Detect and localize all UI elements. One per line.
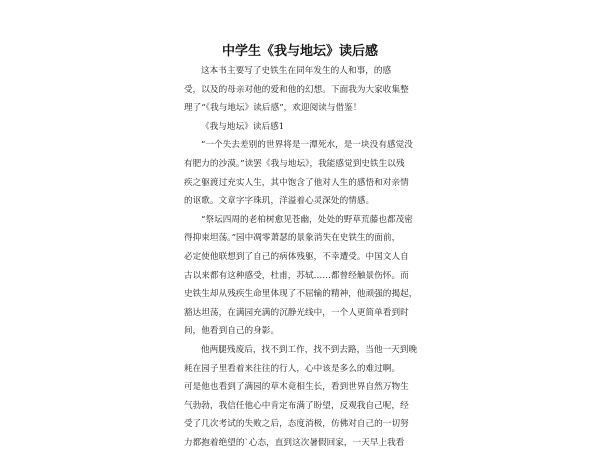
paragraph-line: 史铁生却从残疾生命里体现了不屈输的精神，他顽强的揭起， <box>184 289 418 300</box>
document-title: 中学生《我与地坛》读后感 <box>221 44 378 59</box>
paragraph-line: 古以来都有这种感受，杜甫，苏轼……都曾经触景伤怀。而 <box>184 270 409 281</box>
paragraph-line: 力都抱着绝望的`心态，直到这次暑假回家，一天早上我看 <box>184 437 405 448</box>
paragraph-line: 理了“《我与地坛》读后感”，欢迎阅读与借鉴！ <box>184 103 362 114</box>
paragraph-line: 可是他也看到了满园的草木竟相生长，看到世界自然万物生 <box>184 382 409 393</box>
paragraph-line: 他两腿残废后，找不到工作，找不到去路，当他一天到晚 <box>201 344 418 355</box>
paragraph-line: “一个失去差别的世界将是一潭死水，是一块没有感觉没 <box>201 140 413 151</box>
paragraph-line: 必定使他联想到了自己的病体残躯，不幸遭受。中国文人自 <box>184 251 409 262</box>
paragraph-line: 疾之躯渡过充实人生，其中饱含了他对人生的感悟和对亲情 <box>184 177 409 188</box>
paragraph-line: 《我与地坛》读后感1 <box>201 121 285 132</box>
paragraph-line: 耗在园子里看着来往往的行人，心中该是多么的难过啊。 <box>184 363 401 374</box>
paragraph-line: 的讴歌。文章字字珠玑，洋溢着心灵深处的情感。 <box>184 196 375 207</box>
paragraph-line: 气勃勃，我信任他心中肯定布满了盼望，反观我自己呢，经 <box>184 400 409 411</box>
paragraph-line: “祭坛四周的老柏树愈见苍幽，处处的野草荒藤也都茂密 <box>201 214 413 225</box>
paragraph-line: 受，以及的母亲对他的爱和他的幻想。下面我为大家收集整 <box>184 84 409 95</box>
paragraph-line: 豁达坦荡，在满园充满的沉静光线中，一个人更简单看到时 <box>184 307 409 318</box>
paragraph-line: 这本书主要写了史铁生在同年发生的人和事，的感 <box>201 66 392 76</box>
paragraph-line: 得抑束坦荡。”园中凋零萧瑟的景象消失在史铁生的面前， <box>184 233 401 244</box>
paragraph-line: 间，他看到自己的身影。 <box>184 326 280 337</box>
paragraph-line: 有肥力的沙漠。”读罢《我与地坛》，我能感觉到史铁生以残 <box>184 158 405 169</box>
paragraph-line: 受了几次考试的失败之后，态度消极，仿佛对自己的一切努 <box>184 419 409 430</box>
document-body <box>184 62 416 452</box>
